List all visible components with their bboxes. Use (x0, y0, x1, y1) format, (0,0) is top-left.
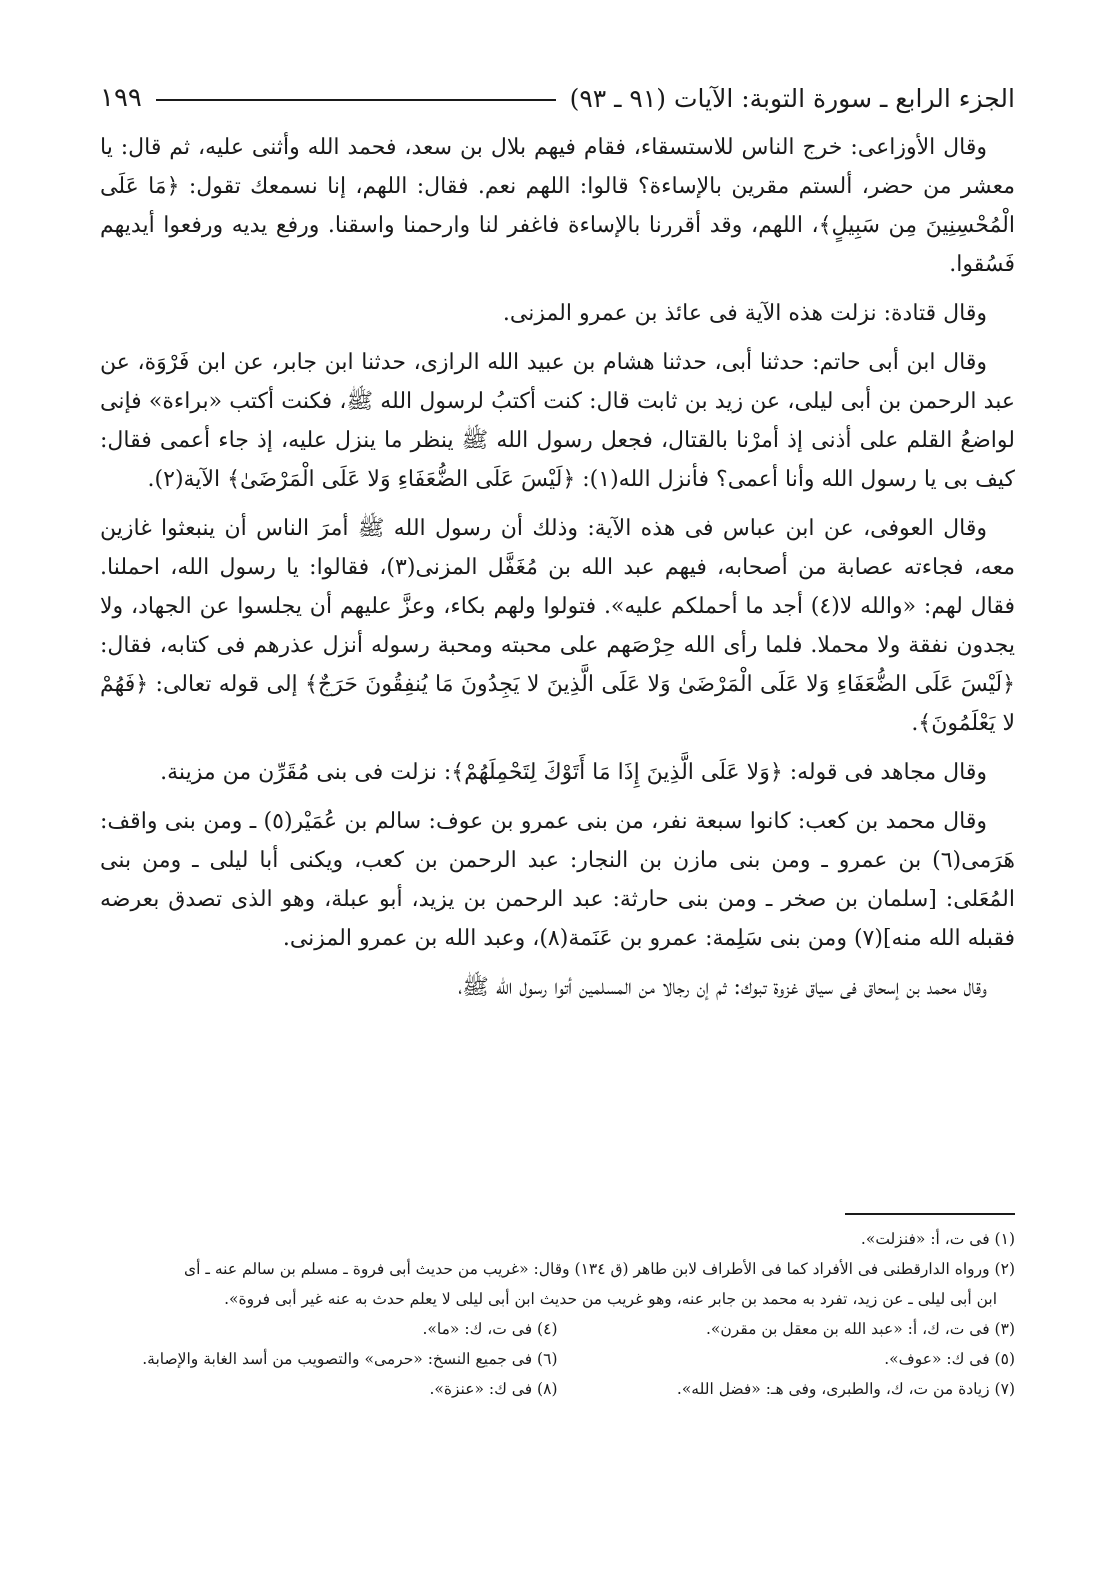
footnotes (100, 1224, 1015, 1404)
footnote-row (100, 1344, 1015, 1374)
footnote-2: (٢) ورواه الدارقطنى فى الأفراد كما فى الأطراف لابن طاهر (ق ١٣٤) وقال: «غريب من حديث أبى فروة ـ مسلم بن سالم عنه ـ أى (184, 1260, 1015, 1278)
paragraph: وقال محمد بن إسحاق فى سياق غزوة تبوك: ثم إن رجالا من المسلمين أتوا رسول الله ﷺ، (458, 975, 987, 1000)
paragraph: وقال قتادة: نزلت هذه الآية فى عائذ بن عمرو المزنى. (502, 301, 987, 326)
header-title: الجزء الرابع ـ سورة التوبة: الآيات (٩١ ـ ٩٣) (569, 83, 1015, 113)
footnote-4: (٤) فى ت، ك: «ما». (422, 1320, 558, 1338)
paragraph: وقال ابن أبى حاتم: حدثنا أبى، حدثنا هشام بن عبيد الله الرازى، حدثنا ابن جابر، عن ابن فَرْوَة، عن عبد الرحمن بن أبى ليلى، عن زيد بن ثابت قال: كنت أكتبُ لرسول الله ﷺ، فكنت أكتب «براءة» فإنى لواضعُ القلم على أذنى إذ أمرْنا بالقتال، فجعل رسول الله ﷺ ينظر ما ينزل عليه، إذ جاء أعمى فقال: كيف بى يا رسول الله وأنا أعمى؟ فأنزل الله(١): ﴿لَيْسَ عَلَى الضُّعَفَاءِ وَلا عَلَى الْمَرْضَىٰ﴾ الآية(٢). (100, 350, 1015, 492)
footnote-8: (٨) فى ك: «عنزة». (429, 1380, 558, 1398)
footnote-5: (٥) فى ك: «عوف». (884, 1350, 1015, 1368)
paragraph: وقال العوفى، عن ابن عباس فى هذه الآية: وذلك أن رسول الله ﷺ أمرَ الناس أن ينبعثوا غازين معه، فجاءته عصابة من أصحابه، فيهم عبد الله بن مُغَفَّل المزنى(٣)، فقالوا: يا رسول الله، احملنا. فقال لهم: «والله لا(٤) أجد ما أحملكم عليه». فتولوا ولهم بكاء، وعزَّ عليهم أن يجلسوا عن الجهاد، ولا يجدون نفقة ولا محملا. فلما رأى الله حِرْصَهم على محبته ومحبة رسوله أنزل عذرهم فى كتابه، فقال: ﴿لَيْسَ عَلَى الضُّعَفَاءِ وَلا عَلَى الْمَرْضَىٰ وَلا عَلَى الَّذِينَ لا يَجِدُونَ مَا يُنفِقُونَ حَرَجٌ﴾ إلى قوله تعالى: ﴿فَهُمْ لا يَعْلَمُونَ﴾. (100, 516, 1015, 736)
footnote-3: (٣) فى ت، ك، أ: «عبد الله بن معقل بن مقرن». (705, 1320, 1015, 1338)
running-header (100, 78, 1015, 118)
footnote-row (100, 1314, 1015, 1344)
paragraph: وقال الأوزاعى: خرج الناس للاستسقاء، فقام فيهم بلال بن سعد، فحمد الله وأثنى عليه، ثم قال: يا معشر من حضر، ألستم مقرين بالإساءة؟ قالوا: اللهم نعم. فقال: اللهم، إنا نسمعك تقول: ﴿مَا عَلَى الْمُحْسِنِينَ مِن سَبِيلٍ﴾، اللهم، وقد أقررنا بالإساءة فاغفر لنا وارحمنا واسقنا. ورفع يديه ورفعوا أيديهم فَسُقوا. (100, 135, 1015, 277)
footnote-2-continued: ابن أبى ليلى ـ عن زيد، تفرد به محمد بن جابر عنه، وهو غريب من حديث ابن أبى ليلى لا يعلم حدث به عنه غير أبى فروة». (224, 1290, 997, 1308)
footnote-separator (845, 1213, 1015, 1215)
main-text (100, 128, 1015, 1017)
footnote-1: (١) فى ت، أ: «فنزلت». (860, 1230, 1015, 1248)
footnote-6: (٦) فى جميع النسخ: «حرمى» والتصويب من أسد الغابة والإصابة. (142, 1350, 558, 1368)
header-rule (156, 99, 556, 101)
footnote-row (100, 1374, 1015, 1404)
page-number: ١٩٩ (100, 83, 142, 113)
paragraph: وقال مجاهد فى قوله: ﴿وَلا عَلَى الَّذِينَ إِذَا مَا أَتَوْكَ لِتَحْمِلَهُمْ﴾: نزلت فى بنى مُقَرِّن من مزينة. (160, 760, 987, 785)
paragraph: وقال محمد بن كعب: كانوا سبعة نفر، من بنى عمرو بن عوف: سالم بن عُمَيْر(٥) ـ ومن بنى واقف: هَرَمى(٦) بن عمرو ـ ومن بنى مازن بن النجار: عبد الرحمن بن كعب، ويكنى أبا ليلى ـ ومن بنى المُعَلى: [سلمان بن صخر ـ ومن بنى حارثة: عبد الرحمن بن يزيد، أبو عبلة، وهو الذى تصدق بعرضه فقبله الله منه](٧) ومن بنى سَلِمة: عمرو بن عَنَمة(٨)، وعبد الله بن عمرو المزنى. (100, 809, 1015, 951)
footnote-7: (٧) زيادة من ت، ك، والطبرى، وفى هـ: «فضل الله». (676, 1380, 1015, 1398)
